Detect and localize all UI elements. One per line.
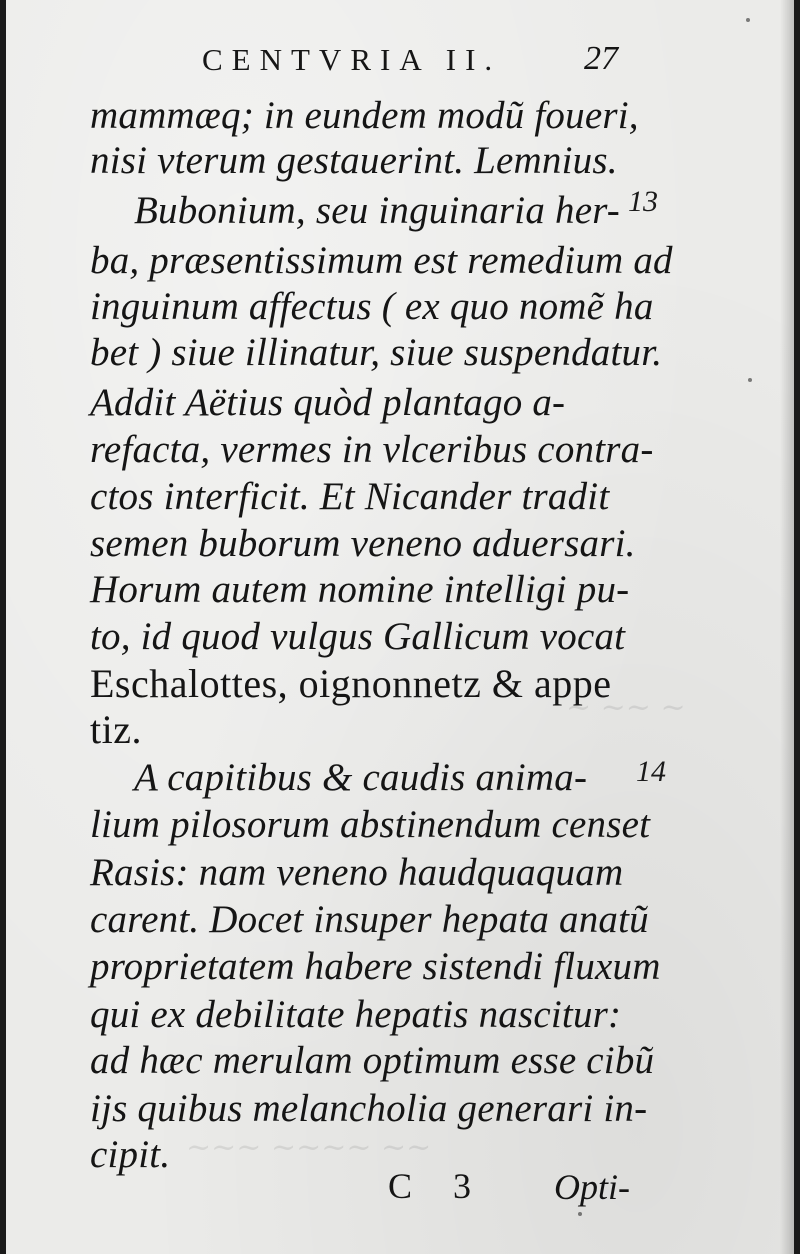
margin-number: 13 xyxy=(628,185,658,218)
text-line: Eschalottes, oignonnetz & appe xyxy=(90,661,612,706)
text-line: qui ex debilitate hepatis nascitur: xyxy=(90,993,622,1036)
page-number: 27 xyxy=(584,40,618,77)
text-line: Rasis: nam veneno haudquaquam xyxy=(90,851,624,894)
ink-speck xyxy=(746,18,750,22)
text-line: inguinum affectus ( ex quo nomẽ ha xyxy=(90,285,654,328)
text-line: bet ) siue illinatur, siue suspendatur. xyxy=(90,331,663,374)
text-line: to, id quod vulgus Gallicum vocat xyxy=(90,615,626,658)
text-line: nisi vterum gestauerint. Lemnius. xyxy=(90,139,618,182)
ink-speck xyxy=(578,1212,582,1216)
book-page xyxy=(6,0,794,1254)
text-line: Addit Aëtius quòd plantago a- xyxy=(90,381,566,424)
catchword: Opti- xyxy=(554,1167,630,1207)
text-line: ad hæc merulam optimum esse cibũ xyxy=(90,1039,655,1082)
text-line: Bubonium, seu inguinaria her- xyxy=(134,189,620,232)
text-line: refacta, vermes in vlceribus contra- xyxy=(90,428,654,471)
text-line: proprietatem habere sistendi fluxum xyxy=(90,945,661,988)
margin-number: 14 xyxy=(636,755,666,788)
running-title: CENTVRIA II. xyxy=(202,42,502,77)
page-edge-shadow xyxy=(780,0,794,1254)
text-line: carent. Docet insuper hepata anatũ xyxy=(90,898,649,941)
ink-speck xyxy=(748,378,752,382)
text-line: cipit. xyxy=(90,1133,171,1176)
text-line: lium pilosorum abstinendum censet xyxy=(90,803,651,846)
text-line: mammæq; in eundem modũ foueri, xyxy=(90,94,639,137)
text-line: ctos interficit. Et Nicander tradit xyxy=(90,475,610,518)
text-line: A capitibus & caudis anima- xyxy=(134,756,588,799)
text-line: ba, præsentissimum est remedium ad xyxy=(90,239,673,282)
text-line: tiz. xyxy=(90,707,142,752)
text-line: Horum autem nomine intelligi pu- xyxy=(90,568,630,611)
show-through-text: ~~~ ~~~~ ~~ xyxy=(186,1130,432,1165)
text-line: ijs quibus melancholia generari in- xyxy=(90,1087,648,1130)
show-through-text: ~ ~~ ~ xyxy=(566,690,686,725)
signature-mark: C 3 xyxy=(388,1166,488,1206)
text-line: semen buborum veneno aduersari. xyxy=(90,522,636,565)
